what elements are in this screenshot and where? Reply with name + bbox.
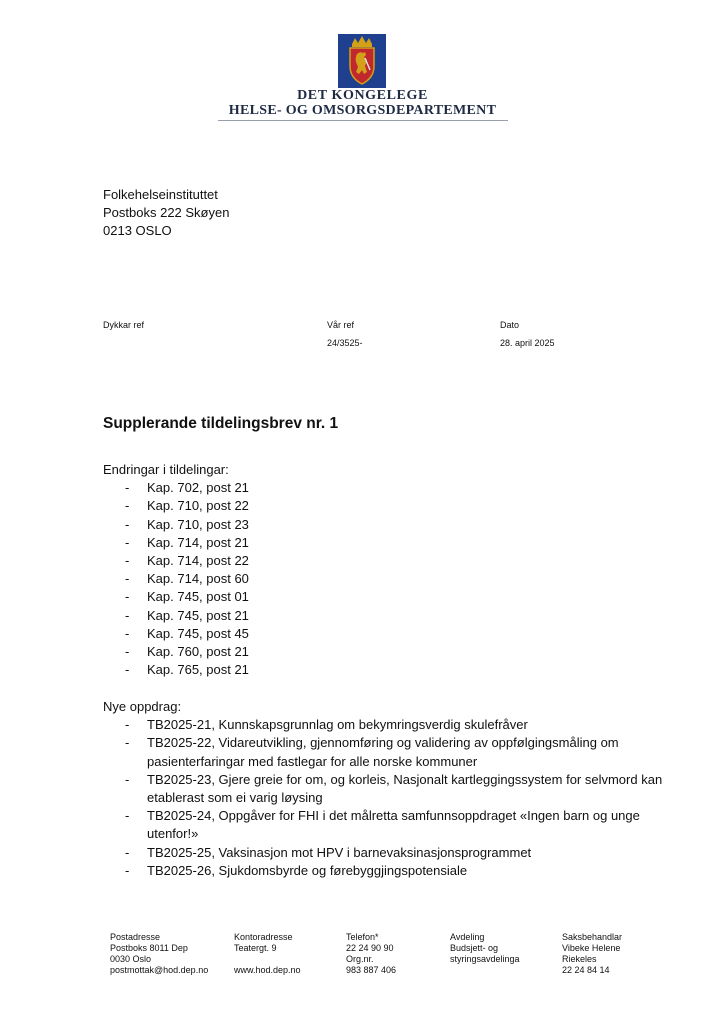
list-item: - TB2025-24, Oppgåver for FHI i det målretta samfunnsoppdraget «Ingen barn og unge utenfor!» [125,808,640,842]
footer-phone-column [346,932,396,976]
list-item: - Kap. 765, post 21 [125,662,249,678]
footer-value: 983 887 406 [346,965,397,975]
footer-label: Kontoradresse [234,932,293,942]
footer-email-link[interactable]: postmottak@hod.dep.no [110,965,209,975]
footer-value: Budsjett- og [450,943,499,953]
list-item: - Kap. 745, post 45 [125,625,249,641]
list-item: - Kap. 714, post 22 [125,553,249,569]
recipient-line: Postboks 222 Skøyen [103,205,230,220]
recipient-address [103,186,229,240]
your-ref-label: Dykkar ref [103,320,145,330]
list-item: - TB2025-25, Vaksinasjon mot HPV i barnevaksinasjonsprogrammet [125,844,532,860]
footer-department-column [450,932,520,965]
footer-postal-column [110,932,208,976]
changes-section [103,461,663,679]
our-ref-value: 24/3525- [327,338,363,348]
lion-icon [356,52,367,74]
footer-value: Postboks 8011 Dep [110,943,188,953]
list-item: - TB2025-26, Sjukdomsbyrde og førebyggjingspotensiale [125,862,468,878]
list-item: - Kap. 710, post 23 [125,516,249,532]
footer-value: styringsavdelinga [450,954,520,964]
changes-heading: Endringar i tildelingar: [103,462,229,477]
recipient-line: Folkehelseinstituttet [103,187,218,202]
list-item: - Kap. 745, post 01 [125,589,249,605]
footer-value: Vibeke Helene [562,943,621,953]
list-item: - Kap. 745, post 21 [125,607,249,623]
our-ref-label: Vår ref [327,320,355,330]
footer-label: Telefon* [346,932,379,942]
new-tasks-heading: Nye oppdrag: [103,699,182,714]
changes-list [103,479,663,679]
footer-value: 0030 Oslo [110,954,152,964]
header-rule [218,120,508,121]
footer-value: 22 24 90 90 [346,943,394,953]
recipient-line: 0213 OSLO [103,223,172,238]
list-item: - Kap. 714, post 21 [125,534,249,550]
list-item: - Kap. 760, post 21 [125,644,249,660]
list-item: - Kap. 714, post 60 [125,571,249,587]
footer-value: 22 24 84 14 [562,965,610,975]
list-item: - TB2025-21, Kunnskapsgrunnlag om bekymringsverdig skulefråver [125,717,528,733]
footer-web-link[interactable]: www.hod.dep.no [234,965,301,975]
footer-value: Riekeles [562,954,597,964]
footer-value: Teatergt. 9 [234,943,277,953]
list-item: - TB2025-22, Vidareutvikling, gjennomføring og validering av oppfølgingsmåling om pasienterfaringar med fastlegar for alle norske kommuner [125,735,619,769]
list-item: - TB2025-23, Gjere greie for om, og korleis, Nasjonalt kartleggingssystem for selvmord kan etablerast som ei varig løysing [125,771,663,806]
coat-of-arms-logo [338,34,386,88]
new-tasks-list [103,716,663,880]
footer-office-column [234,932,301,976]
letter-title: Supplerande tildelingsbrev nr. 1 [103,415,339,432]
list-item: - Kap. 710, post 22 [125,498,249,514]
footer-label: Saksbehandlar [562,932,623,942]
department-name-line1: DET KONGELEGE [297,88,428,103]
footer-label: Postadresse [110,932,161,942]
footer-caseworker-column [562,932,622,976]
date-value: 28. april 2025 [500,338,555,348]
new-tasks-section [103,698,663,880]
footer-label: Org.nr. [346,954,374,964]
department-name-line2: HELSE- OG OMSORGSDEPARTEMENT [228,103,497,118]
date-label: Dato [500,320,520,330]
footer-label: Avdeling [450,932,485,942]
list-item: - Kap. 702, post 21 [125,480,249,496]
